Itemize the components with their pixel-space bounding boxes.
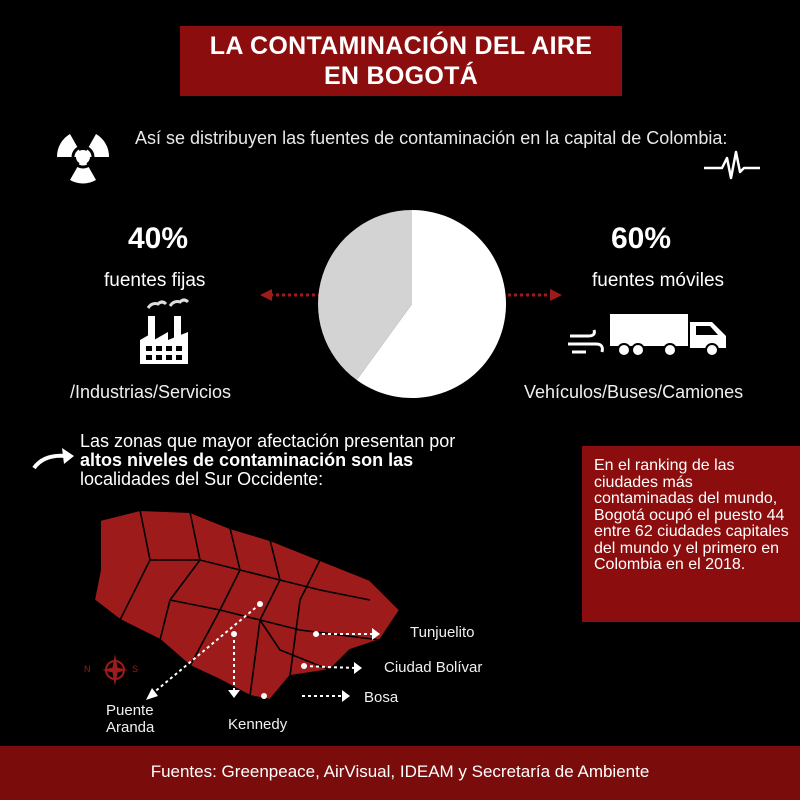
label-ciudad-bolivar: Ciudad Bolívar [384, 659, 483, 676]
truck-icon [608, 312, 730, 358]
mobile-examples: Vehículos/Buses/Camiones [524, 382, 744, 402]
compass-west: N [84, 664, 91, 674]
left-arrow-icon [258, 286, 322, 304]
radiation-icon [52, 126, 114, 188]
fixed-examples: /Industrias/Servicios [70, 382, 232, 402]
zones-line-2: altos niveles de contaminación son las [80, 450, 414, 470]
compass-east: S [132, 664, 139, 674]
zones-line-1: Las zonas que mayor afectación presentan por [80, 431, 456, 451]
title-banner [180, 26, 622, 96]
factory-icon [134, 296, 194, 366]
label-kennedy: Kennedy [228, 716, 288, 733]
label-tunjuelito: Tunjuelito [410, 624, 475, 641]
ranking-text: En el ranking de las ciudades más contaminadas del mundo, Bogotá ocupó el puesto 44 entre 62 ciudades capitales del mundo y el primero en Colombia en el 2018. [594, 457, 789, 573]
zones-line-3: localidades del Sur Occidente: [80, 469, 324, 489]
arrow-icon [30, 446, 76, 472]
wind-icon [566, 326, 606, 360]
mobile-label: fuentes móviles [592, 270, 725, 291]
fixed-label: fuentes fijas [104, 270, 206, 291]
fixed-percent: 40% [128, 222, 189, 255]
title-line-2: EN BOGOTÁ [323, 62, 479, 90]
pie-chart [314, 206, 510, 402]
footer-sources: Fuentes: Greenpeace, AirVisual, IDEAM y Secretaría de Ambiente [150, 762, 650, 781]
intro-text: Así se distribuyen las fuentes de contaminación en la capital de Colombia: [135, 128, 728, 148]
zones-text [80, 432, 550, 489]
label-aranda: Aranda [106, 719, 155, 736]
mobile-percent: 60% [611, 222, 672, 255]
label-bosa: Bosa [364, 689, 399, 706]
title-line-1: LA CONTAMINACIÓN DEL AIRE [209, 32, 593, 60]
heartbeat-icon [702, 148, 762, 182]
footer [0, 746, 800, 800]
label-puente: Puente [106, 702, 154, 719]
ranking-box [582, 446, 800, 622]
